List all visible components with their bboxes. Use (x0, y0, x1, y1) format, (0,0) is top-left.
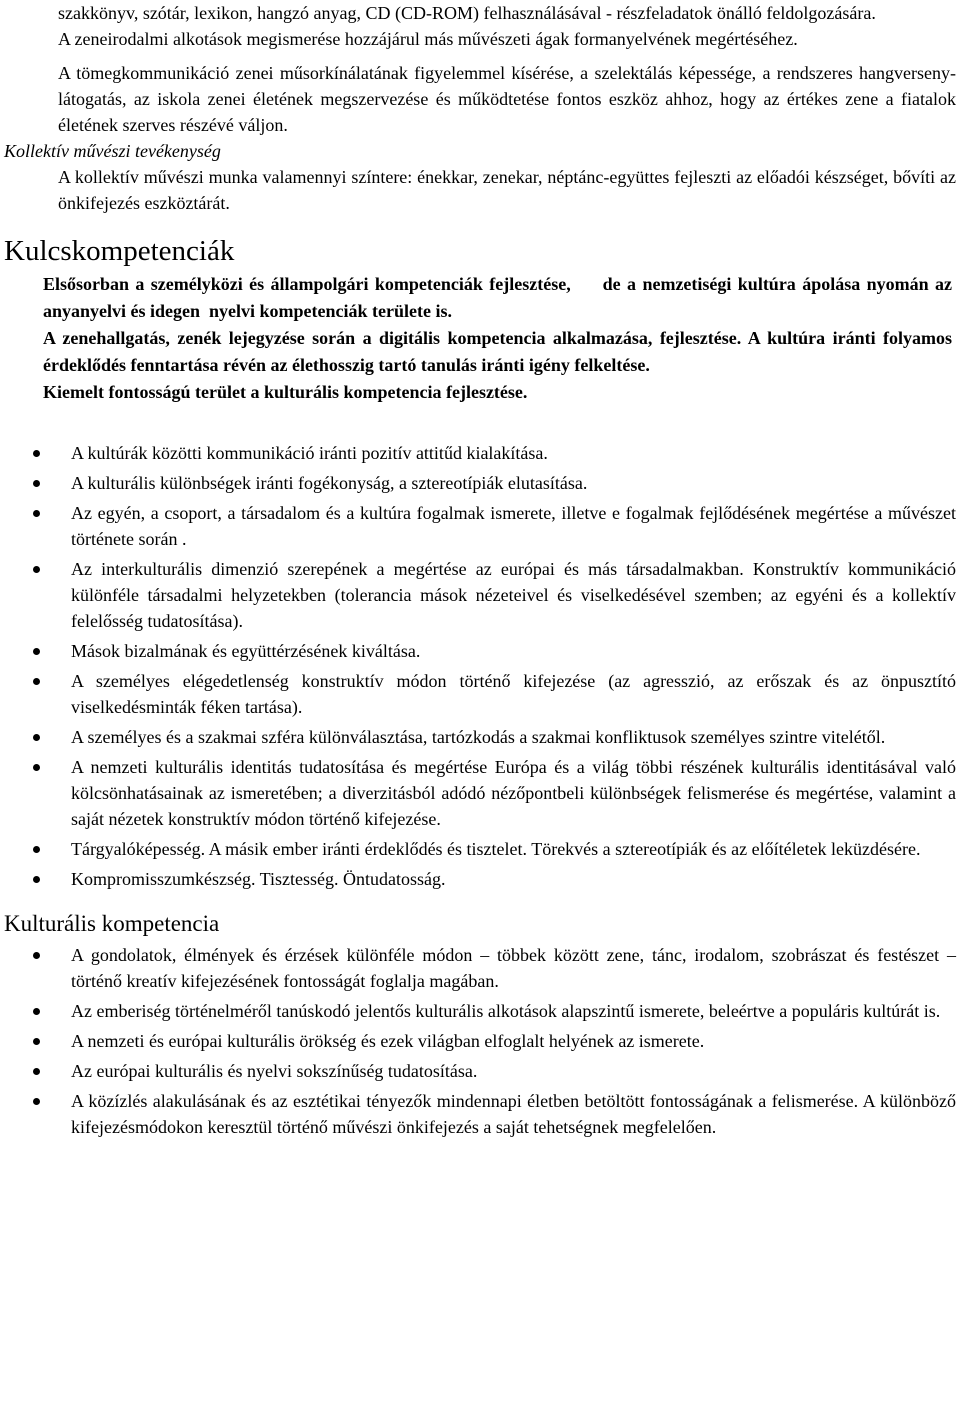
list-item: Kompromisszumkészség. Tisztesség. Öntudatosság. (0, 866, 960, 892)
bullet-icon (33, 510, 40, 517)
key-competences-bullet-list (0, 440, 960, 892)
paragraph-mass-communication: A tömegkommunikáció zenei műsorkínálatának figyelemmel kísérése, a szelektálás képessége, a rendszeres hangverseny-látogatás, az iskola zenei életének megszervezése és működtetése fontos eszköz ahhoz, hogy az értékes zene a fiatalok életének szerves részévé váljon. (58, 63, 956, 135)
list-item: A kulturális különbségek iránti fogékonyság, a sztereotípiák elutasítása. (0, 470, 960, 496)
list-item: A kultúrák közötti kommunikáció iránti pozitív attitűd kialakítása. (0, 440, 960, 466)
list-item: A gondolatok, élmények és érzések különféle módon – többek között zene, tánc, irodalom, szobrászat és festészet – történő kreatív kifejezésének fontosságát foglalja magában. (0, 942, 960, 994)
list-item: Az egyén, a csoport, a társadalom és a kultúra fogalmak ismerete, illetve e fogalmak fejlődésének megértése a művészet története során . (0, 500, 960, 552)
bullet-icon (33, 450, 40, 457)
bullet-icon (33, 1038, 40, 1045)
bullet-icon (33, 734, 40, 741)
collective-text: A kollektív művészi munka valamennyi színtere: énekkar, zenekar, néptánc-együttes fejleszti az előadói készséget, bővíti az önkifejezés eszköztárát. (58, 167, 956, 213)
bullet-icon (33, 1098, 40, 1105)
list-item: Tárgyalóképesség. A másik ember iránti érdeklődés és tisztelet. Törekvés a sztereotípiák és az előítéletek leküzdésére. (0, 836, 960, 862)
bullet-icon (33, 648, 40, 655)
top-section (0, 0, 960, 138)
cultural-competence-section (0, 910, 960, 1140)
bold-paragraph-digital: A zenehallgatás, zenék lejegyzése során a digitális kompetencia alkalmazása, fejlesztése. A kultúra iránti folyamos érdeklődés fenntartása révén az élethosszig tartó tanulás iránti igény felkeltése. (43, 328, 952, 375)
list-item: Az európai kulturális és nyelvi sokszínűség tudatosítása. (0, 1058, 960, 1084)
bullet-icon (33, 1008, 40, 1015)
bullet-icon (33, 678, 40, 685)
list-item: A személyes elégedetlenség konstruktív módon történő kifejezése (az agresszió, az erőszak és az önpusztító viselkedésminták féken tartása). (0, 668, 960, 720)
list-item: Mások bizalmának és együttérzésének kiváltása. (0, 638, 960, 664)
bullet-icon (33, 480, 40, 487)
bullet-icon (33, 876, 40, 883)
key-competences-bold-block (43, 271, 957, 406)
bold-paragraph-interpersonal: Elsősorban a személyközi és állampolgári kompetenciák fejlesztése, de a nemzetiségi kultúra ápolása nyomán az anyanyelvi és idegen nyelvi kompetenciák területe is. (43, 274, 957, 321)
bullet-icon (33, 846, 40, 853)
list-item: Az interkulturális dimenzió szerepének a megértése az európai és más társadalmakban. Konstruktív kommunikáció különféle társadalmi helyzetekben (tolerancia mások nézeteivel és viselkedésével szemben; az egyéni és a kollektív felelősség tudatosítása). (0, 556, 960, 634)
bullet-icon (33, 1068, 40, 1075)
list-item: A közízlés alakulásának és az esztétikai tényezők mindennapi életben betöltött fontosságának a felismerése. A különböző kifejezésmódokon keresztül történő művészi önkifejezés a saját tehetségnek megfelelően. (0, 1088, 960, 1140)
collective-heading: Kollektív művészi tevékenység (4, 141, 221, 161)
list-item: A személyes és a szakmai szféra különválasztása, tartózkodás a szakmai konfliktusok személyes szintre vitelétől. (0, 724, 960, 750)
collective-section (0, 138, 960, 216)
cultural-competence-heading: Kulturális kompetencia (4, 911, 220, 936)
bullet-icon (33, 952, 40, 959)
list-item: A nemzeti kulturális identitás tudatosítása és megértése Európa és a világ többi részének kulturális identitásával való kölcsönhatásainak az ismeretében; a diverzitásból adódó nézőpontbeli különbségek felismerése és megértése, valamint a saját nézetek konstruktív módon történő kifejezése. (0, 754, 960, 832)
paragraph-music-literature: A zeneirodalmi alkotások megismerése hozzájárul más művészeti ágak formanyelvének megértéséhez. (58, 29, 798, 49)
key-competences-heading: Kulcskompetenciák (4, 235, 235, 267)
list-item: Az emberiség történelméről tanúskodó jelentős kulturális alkotások alapszintű ismerete, beleértve a populáris kultúrát is. (0, 998, 960, 1024)
bullet-icon (33, 764, 40, 771)
paragraph-reference-materials: szakkönyv, szótár, lexikon, hangzó anyag, CD (CD-ROM) felhasználásával - részfeladatok önálló feldolgozására. (58, 3, 876, 23)
list-item: A nemzeti és európai kulturális örökség és ezek világban elfoglalt helyének az ismerete. (0, 1028, 960, 1054)
key-competences-section (0, 234, 960, 892)
bold-paragraph-cultural-emphasis: Kiemelt fontosságú terület a kulturális kompetencia fejlesztése. (43, 382, 528, 402)
bullet-icon (33, 566, 40, 573)
cultural-competence-bullet-list (0, 942, 960, 1140)
